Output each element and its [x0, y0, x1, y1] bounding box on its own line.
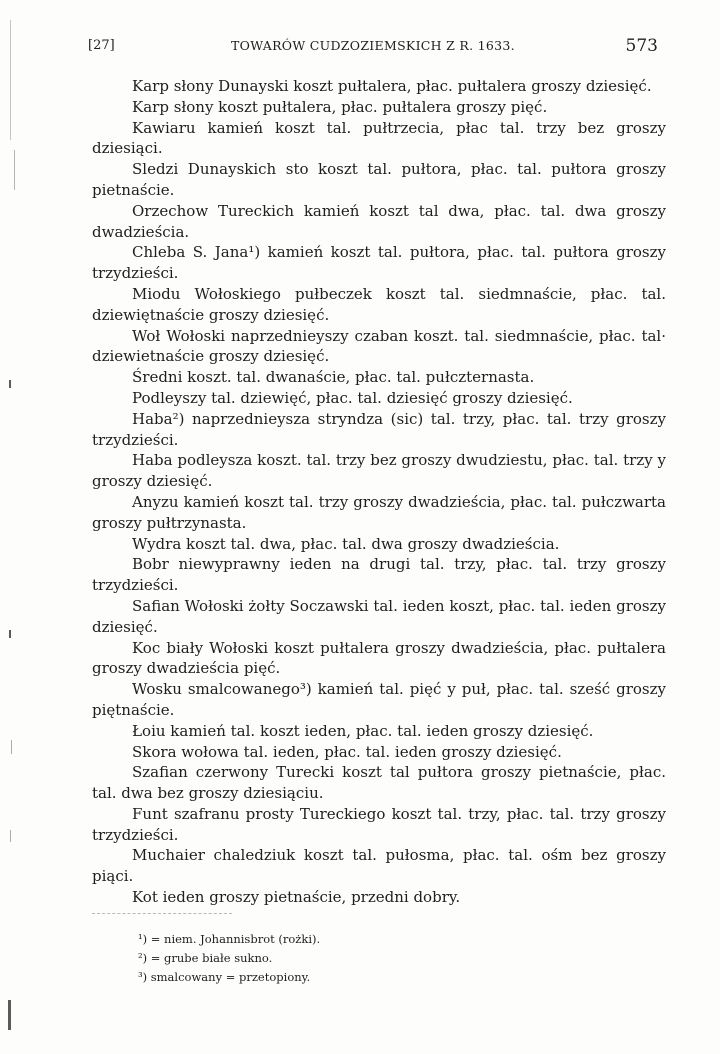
page-number: 573 — [625, 36, 658, 56]
entry-paragraph: Wosku smalcowanego³) kamień tal. pięć y puł, płac. tal. sześć groszy piętnaście. — [92, 680, 666, 719]
entry-paragraph: Kawiaru kamień koszt tal. pułtrzecia, płac tal. trzy bez groszy dziesiąci. — [92, 118, 666, 158]
entry-paragraph: Miodu Wołoskiego pułbeczek koszt tal. siedmnaście, płac. tal. dziewiętnaście groszy dziesięć. — [92, 284, 666, 324]
running-header — [88, 36, 658, 58]
section-number: [27] — [88, 38, 115, 53]
margin-mark — [11, 740, 12, 754]
entry-paragraph: Karp słony Dunayski koszt pułtalera, płac. pułtalera groszy dziesięć. — [132, 77, 652, 95]
entry-paragraph: Chleba S. Jana¹) kamień koszt tal. pułtora, płac. tal. pułtora groszy trzydzieści. — [92, 243, 666, 283]
entry-paragraph: Karp słony koszt pułtalera, płac. pułtalera groszy pięć. — [132, 97, 548, 116]
entry-paragraph: Muchaier chaledziuk koszt tal. pułosma, płac. tal. ośm bez groszy piąci. — [92, 846, 666, 886]
margin-mark — [9, 630, 11, 638]
entry-paragraph: Wydra koszt tal. dwa, płac. tal. dwa groszy dwadzieścia. — [132, 534, 560, 553]
main-text — [92, 76, 666, 908]
margin-mark — [14, 150, 15, 190]
entry-paragraph: Orzechow Tureckich kamień koszt tal dwa, płac. tal. dwa groszy dwadzieścia. — [92, 201, 666, 241]
footnote: ³) smalcowany = przetopiony. — [138, 970, 311, 984]
margin-marks — [0, 0, 40, 1054]
margin-mark — [9, 380, 11, 388]
entry-paragraph: Koc biały Wołoski koszt pułtalera groszy dwadzieścia, płac. pułtalera groszy dwadzieścia pięć. — [92, 638, 666, 678]
entry-paragraph: Woł Wołoski naprzednieyszy czaban koszt. tal. siedmnaście, płac. tal· dziewietnaście groszy dziesięć. — [92, 326, 666, 366]
entry-paragraph: Szafian czerwony Turecki koszt tal pułtora groszy pietnaście, płac. tal. dwa bez groszy dziesiąciu. — [92, 763, 666, 803]
entry-paragraph: Anyzu kamień koszt tal. trzy groszy dwadzieścia, płac. tal. pułczwarta groszy pułtrzynasta. — [92, 492, 666, 532]
footnote: ¹) = niem. Johannisbrot (rożki). — [138, 932, 321, 946]
footnotes — [138, 930, 538, 987]
entry-paragraph: Haba²) naprzednieysza stryndza (sic) tal. trzy, płac. tal. trzy groszy trzydzieści. — [92, 409, 666, 449]
footnote: ²) = grube białe sukno. — [138, 951, 273, 965]
entry-paragraph: Funt szafranu prosty Tureckiego koszt tal. trzy, płac. tal. trzy groszy trzydzieści. — [92, 804, 666, 844]
margin-mark — [10, 830, 11, 842]
entry-paragraph: Haba podleysza koszt. tal. trzy bez groszy dwudziestu, płac. tal. trzy y groszy dziesięć. — [92, 451, 666, 491]
entry-paragraph: Podleyszy tal. dziewięć, płac. tal. dziesięć groszy dziesięć. — [132, 388, 573, 407]
margin-mark — [10, 20, 11, 140]
entry-paragraph: Safian Wołoski żołty Soczawski tal. ieden koszt, płac. tal. ieden groszy dziesięć. — [92, 596, 666, 636]
entry-paragraph: Średni koszt. tal. dwanaście, płac. tal. pułczternasta. — [132, 368, 535, 387]
entry-paragraph: Łoiu kamień tal. koszt ieden, płac. tal. ieden groszy dziesięć. — [132, 721, 594, 740]
margin-mark — [8, 1000, 11, 1030]
entry-paragraph: Bobr niewyprawny ieden na drugi tal. trzy, płac. tal. trzy groszy trzydzieści. — [92, 555, 666, 595]
entry-paragraph: Sledzi Dunayskich sto koszt tal. pułtora, płac. tal. pułtora groszy pietnaście. — [92, 160, 666, 199]
footnote-separator — [92, 913, 232, 914]
running-title: TOWARÓW CUDZOZIEMSKICH Z R. 1633. — [231, 38, 515, 53]
entry-paragraph: Kot ieden groszy pietnaście, przedni dobry. — [132, 888, 461, 907]
entry-paragraph: Skora wołowa tal. ieden, płac. tal. ieden groszy dziesięć. — [132, 742, 562, 761]
